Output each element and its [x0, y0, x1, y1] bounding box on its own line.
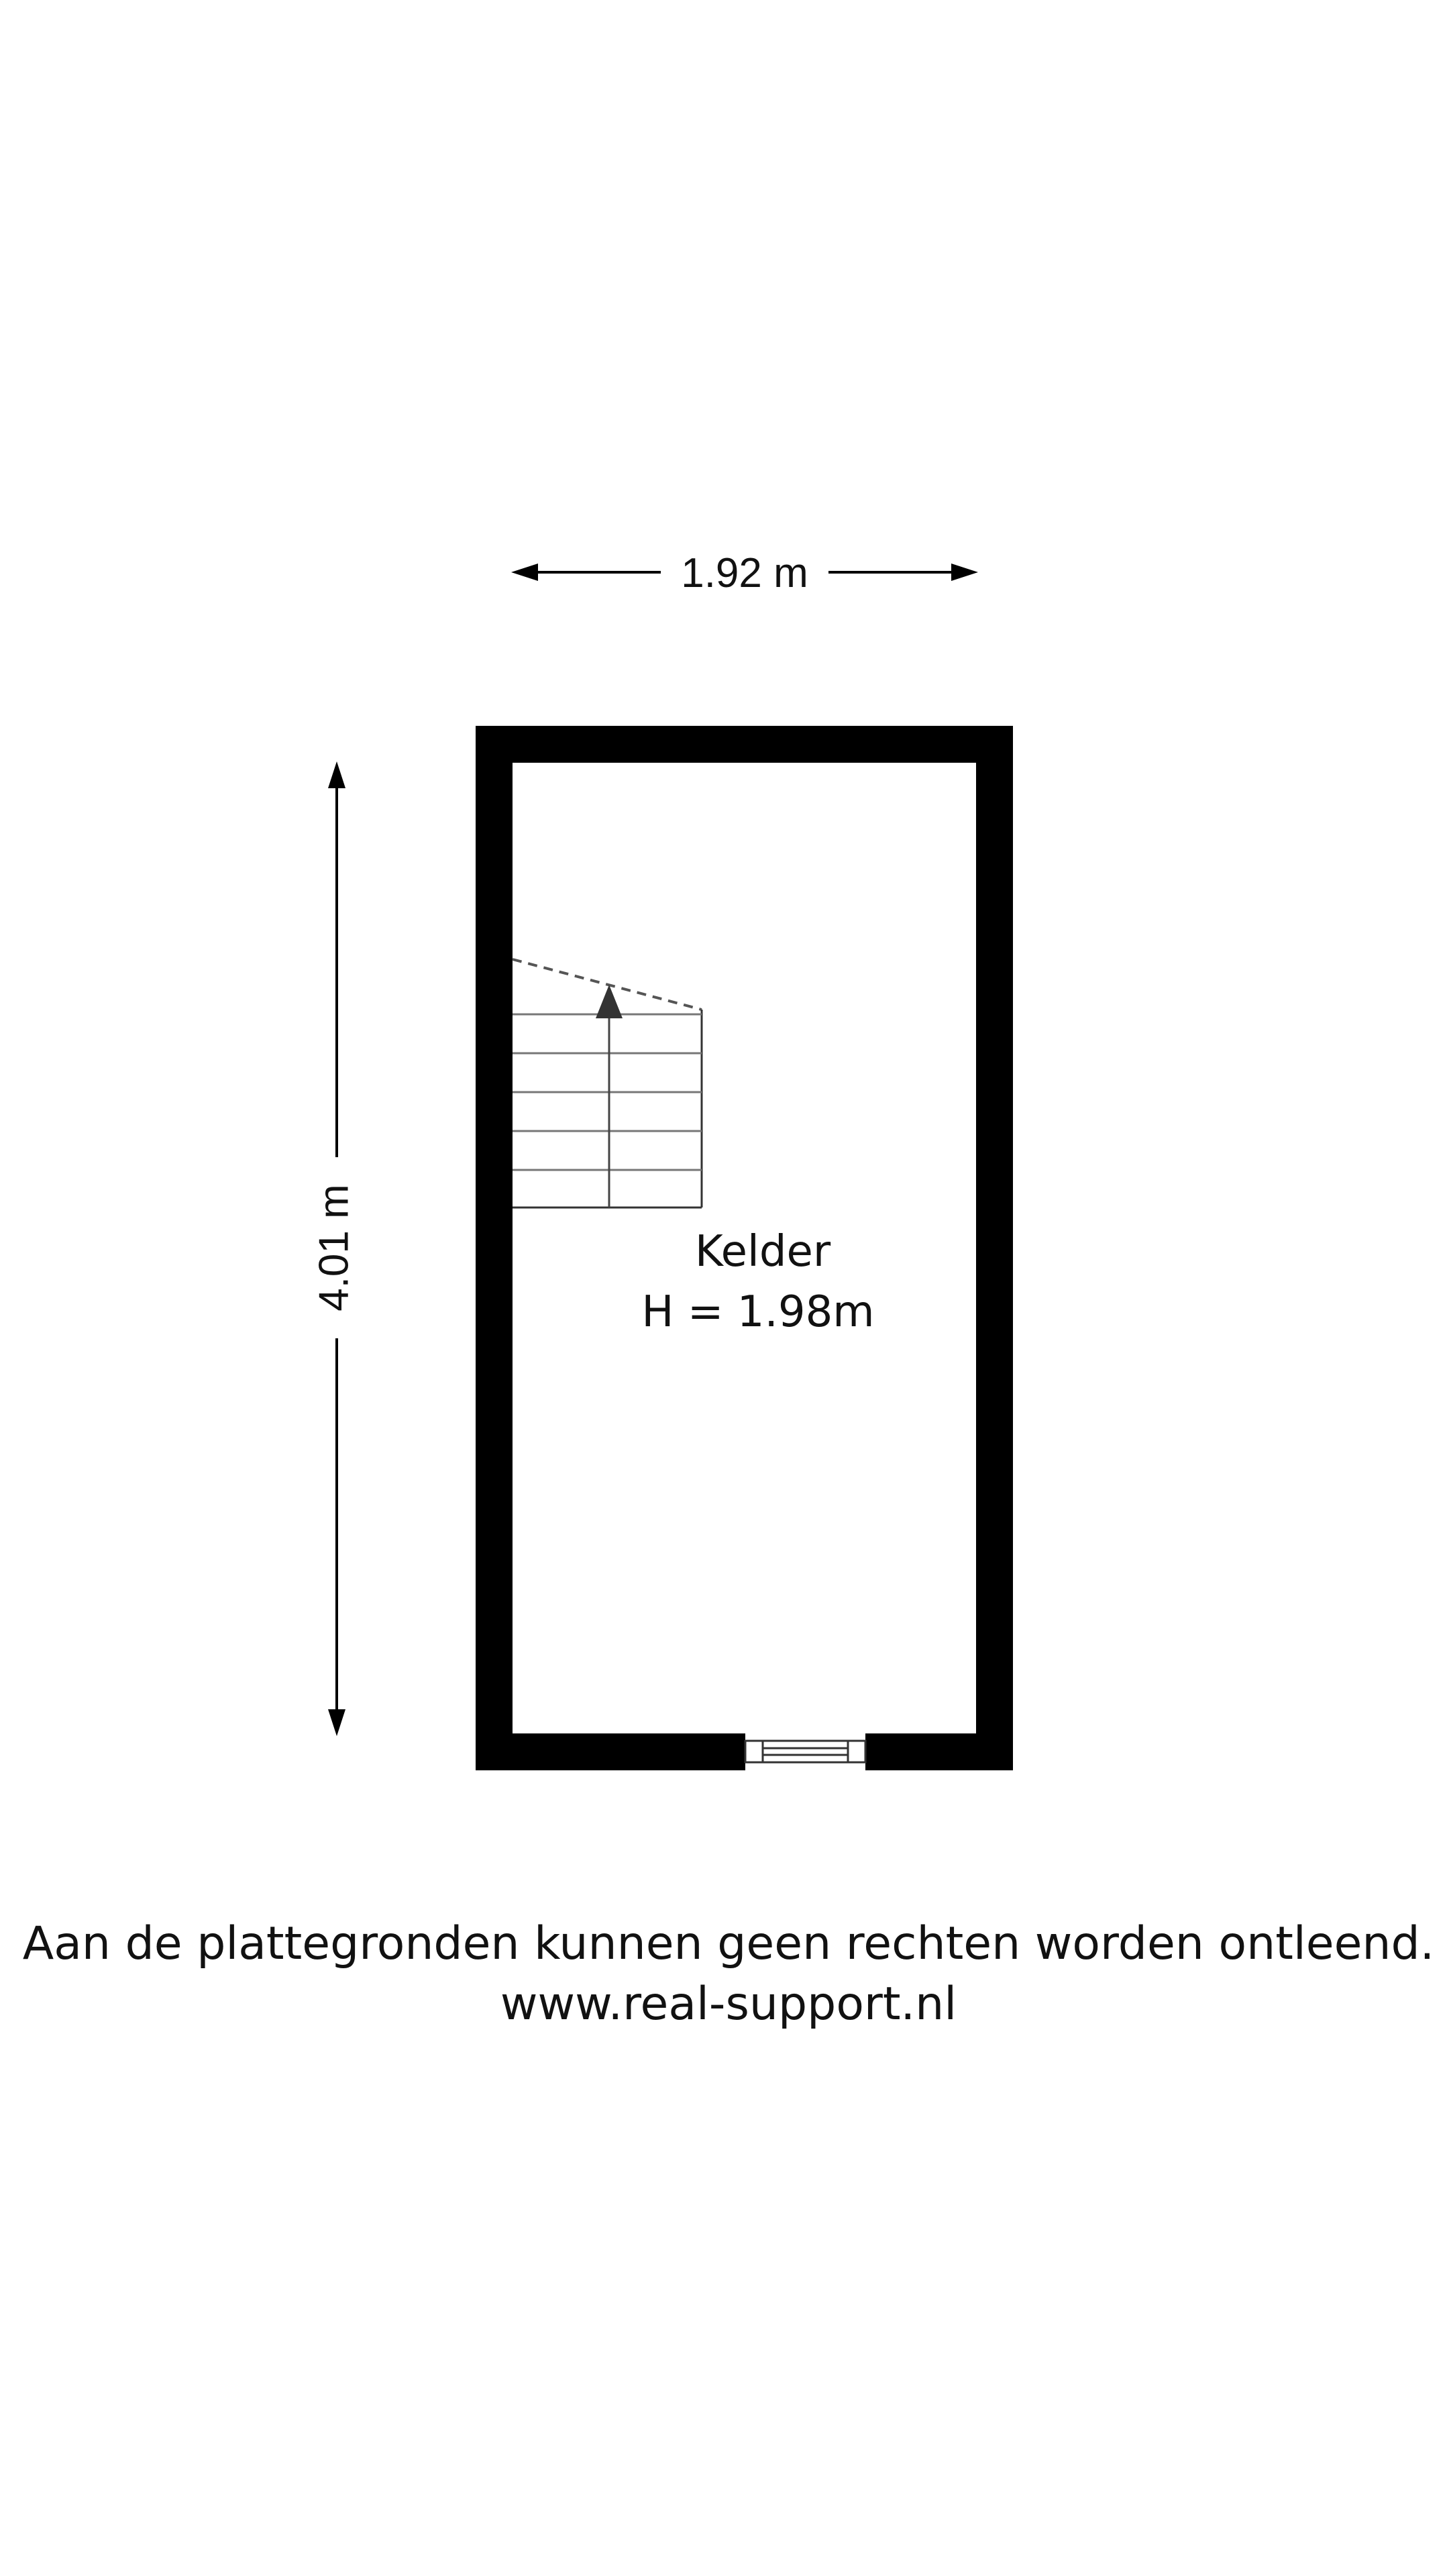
window-opening: [745, 1741, 865, 1762]
width-dimension: [511, 550, 978, 596]
width-label: 1.92 m: [681, 550, 808, 596]
depth-arrow-top-icon: [328, 761, 345, 788]
room-name: Kelder: [694, 1227, 831, 1277]
wall-top: [476, 726, 1013, 763]
staircase: [513, 959, 702, 1208]
disclaimer-text: Aan de plattegronden kunnen geen rechten worden ontleend.: [22, 1917, 1435, 1970]
width-arrow-right-icon: [951, 564, 978, 581]
width-arrow-left-icon: [511, 564, 538, 581]
website-link[interactable]: www.real-support.nl: [500, 1978, 957, 2031]
wall-bottom-left: [476, 1733, 745, 1770]
depth-label: 4.01 m: [311, 1184, 358, 1311]
wall-right: [976, 726, 1013, 1770]
room-height: H = 1.98m: [641, 1287, 875, 1337]
depth-dimension: [311, 761, 357, 1736]
wall-left: [476, 726, 513, 1770]
wall-bottom-right: [865, 1733, 1013, 1770]
stair-direction-arrow-icon: [596, 985, 623, 1018]
depth-arrow-bottom-icon: [328, 1709, 345, 1736]
